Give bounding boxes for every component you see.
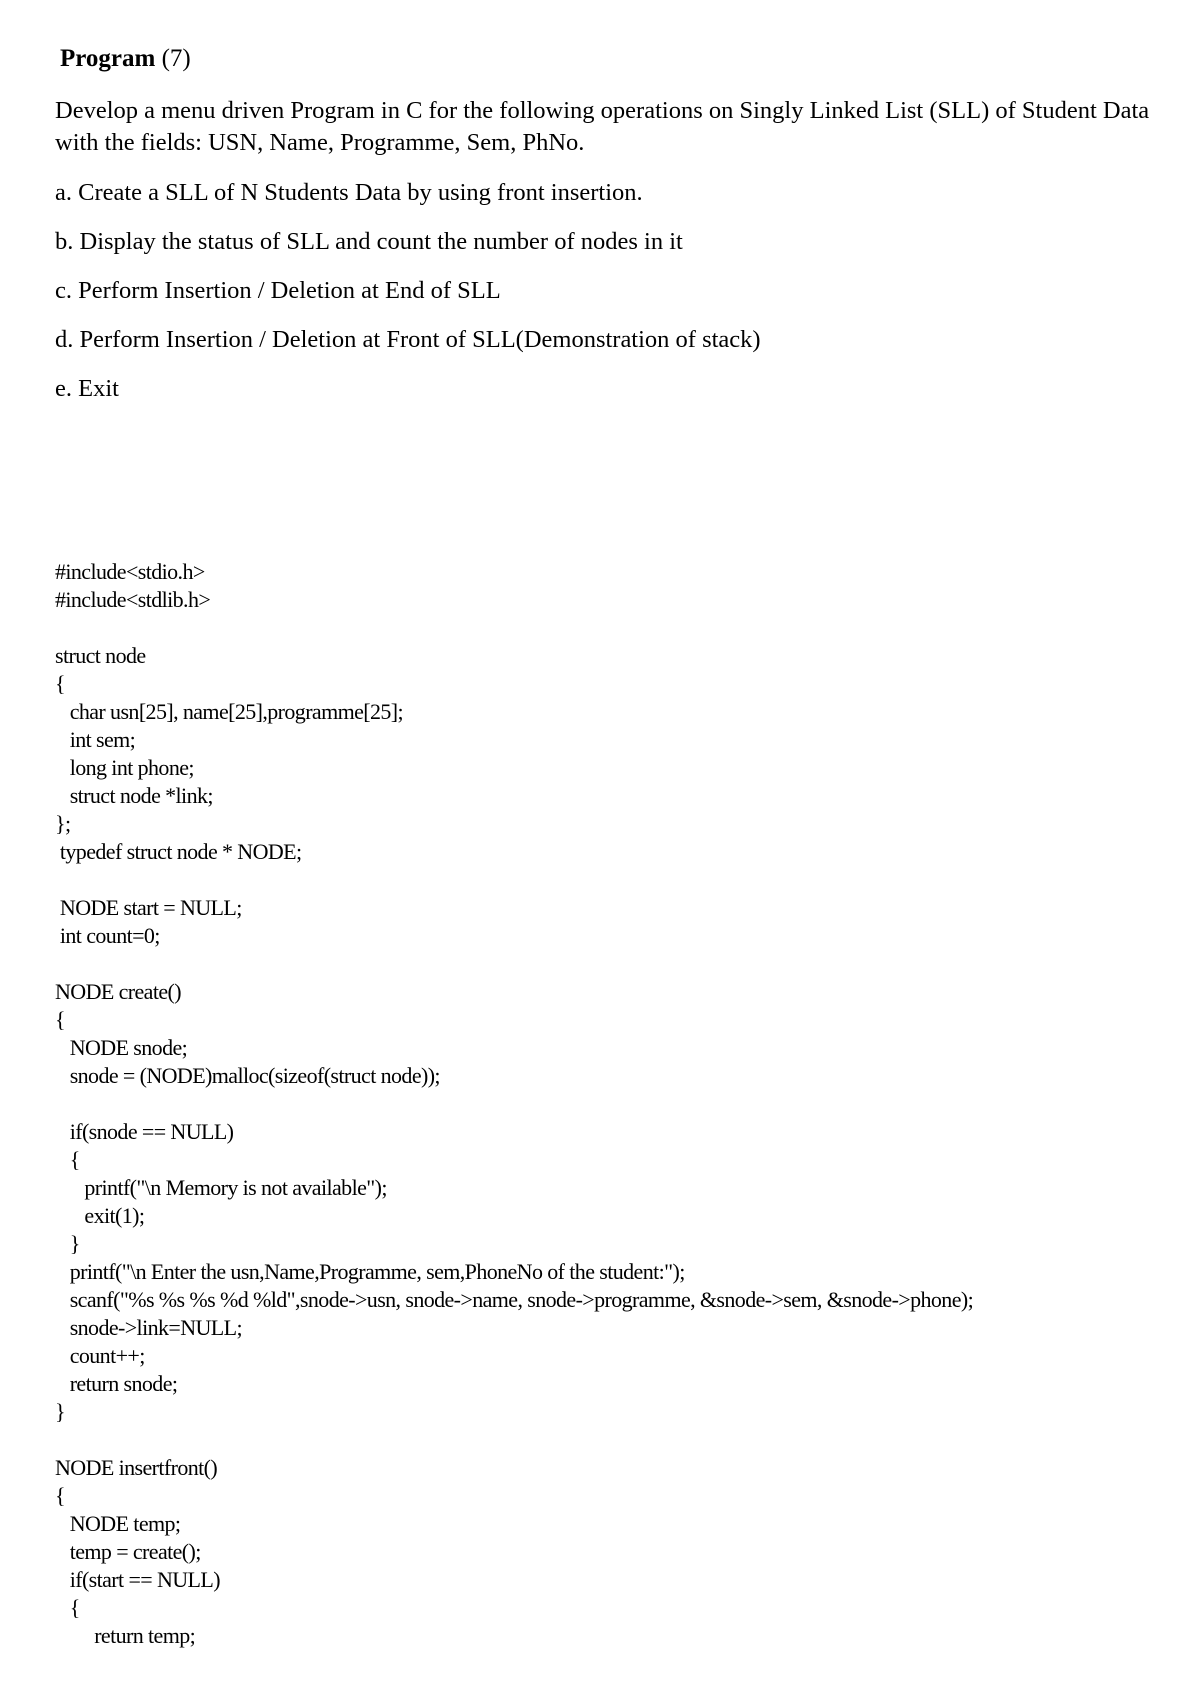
code-line: NODE snode;	[55, 1035, 188, 1060]
code-line: snode->link=NULL;	[55, 1315, 242, 1340]
code-line	[55, 950, 973, 978]
code-line: if(start == NULL)	[55, 1567, 220, 1592]
task-list	[55, 177, 761, 422]
code-line: {	[55, 1147, 80, 1172]
code-line: struct node	[55, 643, 146, 668]
code-line: #include<stdio.h>	[55, 559, 205, 584]
code-line: int count=0;	[55, 923, 160, 948]
code-line: long int phone;	[55, 755, 194, 780]
code-line: NODE temp;	[55, 1511, 181, 1536]
code-line	[55, 1090, 973, 1118]
code-line: {	[55, 1483, 65, 1508]
code-line: if(snode == NULL)	[55, 1119, 234, 1144]
code-line: temp = create();	[55, 1539, 201, 1564]
code-line: return snode;	[55, 1371, 178, 1396]
code-line: NODE create()	[55, 979, 181, 1004]
code-line: struct node *link;	[55, 783, 213, 808]
code-line: NODE insertfront()	[55, 1455, 218, 1480]
task-item-b: b. Display the status of SLL and count the number of nodes in it	[55, 228, 683, 255]
code-line: typedef struct node * NODE;	[55, 839, 302, 864]
code-line: #include<stdlib.h>	[55, 587, 211, 612]
code-line: printf("\n Memory is not available");	[55, 1175, 387, 1200]
code-line: }	[55, 1231, 80, 1256]
program-heading-number: (7)	[161, 45, 191, 72]
code-line: int sem;	[55, 727, 136, 752]
code-line: return temp;	[55, 1623, 196, 1648]
code-line	[55, 866, 973, 894]
task-item-c: c. Perform Insertion / Deletion at End of SLL	[55, 277, 501, 304]
task-item-a: a. Create a SLL of N Students Data by using front insertion.	[55, 179, 643, 206]
code-line: exit(1);	[55, 1203, 145, 1228]
code-line: }	[55, 1399, 65, 1424]
code-line: };	[55, 811, 71, 836]
task-item-d: d. Perform Insertion / Deletion at Front of SLL(Demonstration of stack)	[55, 326, 761, 353]
code-line: scanf("%s %s %s %d %ld",snode->usn, snode->name, snode->programme, &snode->sem, &snode->phone);	[55, 1287, 974, 1312]
code-line: snode = (NODE)malloc(sizeof(struct node));	[55, 1063, 440, 1088]
code-line: NODE start = NULL;	[55, 895, 242, 920]
code-line: {	[55, 1007, 65, 1032]
code-line: printf("\n Enter the usn,Name,Programme, sem,PhoneNo of the student:");	[55, 1259, 685, 1284]
code-line: {	[55, 1595, 80, 1620]
code-line: count++;	[55, 1343, 145, 1368]
code-line: char usn[25], name[25],programme[25];	[55, 699, 404, 724]
program-heading-label: Program	[60, 45, 156, 72]
code-line: {	[55, 671, 65, 696]
program-description: Develop a menu driven Program in C for the following operations on Singly Linked List (SLL) of Student Data with the fields: USN, Name, Programme, Sem, PhNo.	[55, 97, 1150, 156]
code-line	[55, 614, 973, 642]
code-line	[55, 1426, 973, 1454]
code-listing	[55, 558, 973, 1650]
task-item-e: e. Exit	[55, 375, 119, 402]
program-heading	[60, 44, 191, 74]
